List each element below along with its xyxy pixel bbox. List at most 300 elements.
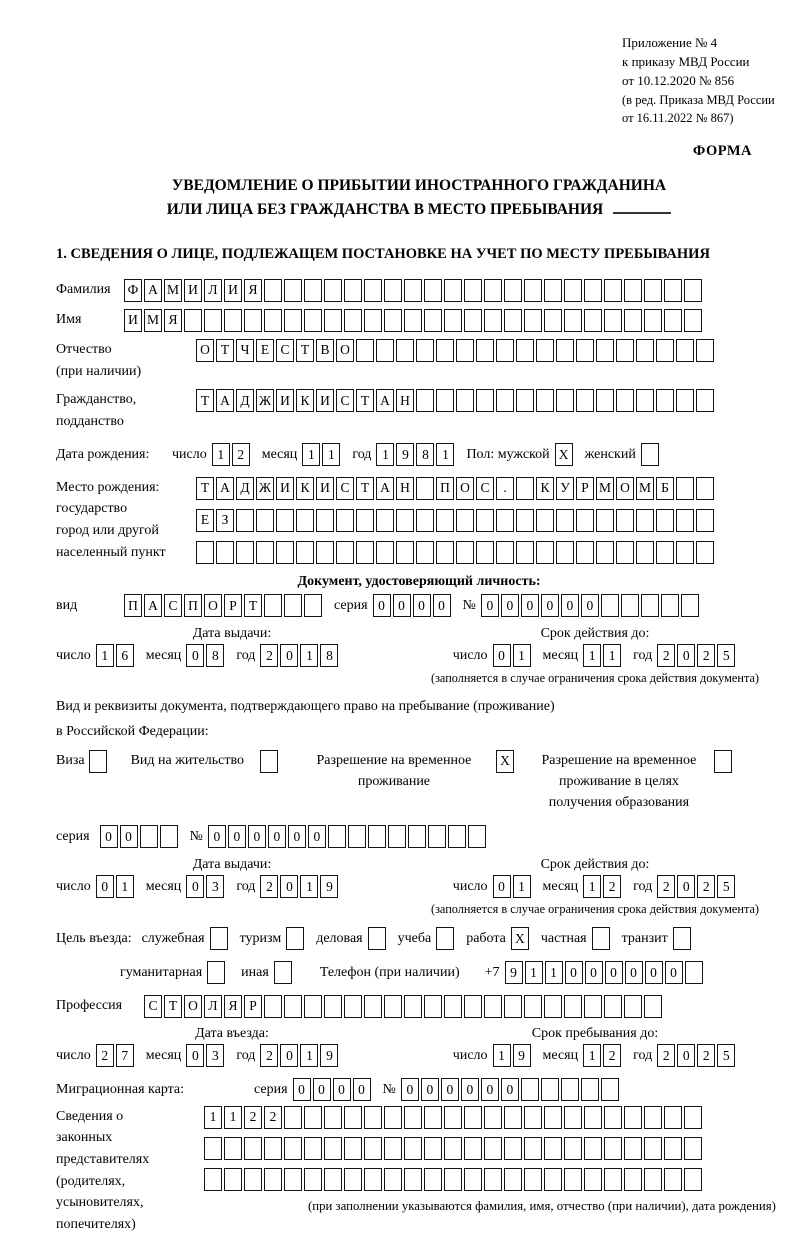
birthplace-char-box[interactable]: Е bbox=[196, 509, 214, 532]
profession-char-box[interactable] bbox=[404, 995, 422, 1018]
migration-number-box[interactable] bbox=[521, 1078, 539, 1101]
profession-char-box[interactable] bbox=[284, 995, 302, 1018]
permit-number-box[interactable]: 0 bbox=[248, 825, 266, 848]
purpose-humanitarian-box[interactable] bbox=[207, 961, 225, 984]
visa-checkbox[interactable] bbox=[89, 750, 109, 773]
doc-number-box[interactable] bbox=[641, 594, 659, 617]
citizenship-char-box[interactable]: Н bbox=[396, 389, 414, 412]
citizenship-char-box[interactable] bbox=[456, 389, 474, 412]
permit-valid-year-box[interactable]: 0 bbox=[677, 875, 695, 898]
birthplace-char-box[interactable] bbox=[216, 541, 234, 564]
representatives-char-box[interactable] bbox=[584, 1168, 602, 1191]
migration-number-box[interactable]: 0 bbox=[421, 1078, 439, 1101]
doc-number-box[interactable]: 0 bbox=[541, 594, 559, 617]
profession-char-box[interactable] bbox=[344, 995, 362, 1018]
birthplace-char-box[interactable] bbox=[456, 509, 474, 532]
birthplace-char-box[interactable] bbox=[616, 541, 634, 564]
representatives-char-box[interactable] bbox=[364, 1137, 382, 1160]
phone-digit-box[interactable]: 0 bbox=[585, 961, 603, 984]
migration-series-box[interactable]: 0 bbox=[293, 1078, 311, 1101]
representatives-char-box[interactable]: 1 bbox=[224, 1106, 242, 1129]
citizenship-char-box[interactable]: Т bbox=[356, 389, 374, 412]
patronymic-char-box[interactable] bbox=[656, 339, 674, 362]
doc-type-char-box[interactable]: П bbox=[124, 594, 142, 617]
permit-valid-day-input[interactable] bbox=[493, 875, 533, 898]
surname-char-box[interactable] bbox=[504, 279, 522, 302]
doc-series-box[interactable]: 0 bbox=[413, 594, 431, 617]
permit-issue-day-box[interactable]: 1 bbox=[116, 875, 134, 898]
doc-number-box[interactable] bbox=[661, 594, 679, 617]
issue-month-input[interactable] bbox=[186, 644, 226, 667]
profession-char-box[interactable] bbox=[504, 995, 522, 1018]
birthplace-char-box[interactable] bbox=[336, 541, 354, 564]
representatives-char-box[interactable] bbox=[384, 1106, 402, 1129]
birthplace-char-box[interactable] bbox=[356, 509, 374, 532]
stay-day-box[interactable]: 1 bbox=[493, 1044, 511, 1067]
profession-char-box[interactable]: Л bbox=[204, 995, 222, 1018]
given-name-char-box[interactable] bbox=[584, 309, 602, 332]
stay-day-box[interactable]: 9 bbox=[513, 1044, 531, 1067]
doc-type-char-box[interactable]: П bbox=[184, 594, 202, 617]
profession-char-box[interactable]: Р bbox=[244, 995, 262, 1018]
representatives-char-box[interactable] bbox=[664, 1137, 682, 1160]
representatives-char-box[interactable] bbox=[404, 1168, 422, 1191]
patronymic-char-box[interactable]: Ч bbox=[236, 339, 254, 362]
birthplace-char-box[interactable] bbox=[236, 509, 254, 532]
birthplace-char-box[interactable]: К bbox=[536, 477, 554, 500]
migration-series-box[interactable]: 0 bbox=[333, 1078, 351, 1101]
issue-year-box[interactable]: 8 bbox=[320, 644, 338, 667]
temp-permit-education-box[interactable] bbox=[714, 750, 732, 773]
birth-year-box[interactable]: 1 bbox=[376, 443, 394, 466]
purpose-official-box[interactable] bbox=[210, 927, 228, 950]
permit-series-input[interactable] bbox=[100, 825, 180, 848]
citizenship-char-box[interactable]: К bbox=[296, 389, 314, 412]
birthplace-char-box[interactable] bbox=[436, 509, 454, 532]
purpose-official-checkbox[interactable] bbox=[210, 927, 230, 950]
migration-number-box[interactable]: 0 bbox=[441, 1078, 459, 1101]
birthplace-char-box[interactable]: Т bbox=[196, 477, 214, 500]
representatives-char-box[interactable] bbox=[284, 1137, 302, 1160]
migration-number-box[interactable] bbox=[561, 1078, 579, 1101]
given-name-char-box[interactable] bbox=[644, 309, 662, 332]
patronymic-char-box[interactable]: С bbox=[276, 339, 294, 362]
birthplace-char-box[interactable]: У bbox=[556, 477, 574, 500]
representatives-char-box[interactable]: 2 bbox=[244, 1106, 262, 1129]
birthplace-char-box[interactable]: С bbox=[476, 477, 494, 500]
representatives-char-box[interactable] bbox=[364, 1168, 382, 1191]
entry-month-box[interactable]: 3 bbox=[206, 1044, 224, 1067]
purpose-study-box[interactable] bbox=[436, 927, 454, 950]
representatives-char-box[interactable] bbox=[284, 1106, 302, 1129]
surname-char-box[interactable] bbox=[264, 279, 282, 302]
doc-type-input[interactable] bbox=[124, 594, 324, 617]
given-name-char-box[interactable] bbox=[464, 309, 482, 332]
permit-number-box[interactable]: 0 bbox=[268, 825, 286, 848]
birthplace-char-box[interactable] bbox=[636, 509, 654, 532]
representatives-char-box[interactable] bbox=[644, 1106, 662, 1129]
permit-number-box[interactable] bbox=[368, 825, 386, 848]
doc-number-input[interactable] bbox=[481, 594, 701, 617]
patronymic-char-box[interactable]: Т bbox=[296, 339, 314, 362]
migration-number-box[interactable] bbox=[601, 1078, 619, 1101]
representatives-char-box[interactable] bbox=[304, 1137, 322, 1160]
representatives-row2-input[interactable] bbox=[204, 1137, 776, 1160]
permit-valid-day-box[interactable]: 1 bbox=[513, 875, 531, 898]
citizenship-char-box[interactable] bbox=[476, 389, 494, 412]
patronymic-char-box[interactable] bbox=[556, 339, 574, 362]
birthplace-char-box[interactable]: О bbox=[616, 477, 634, 500]
permit-series-box[interactable] bbox=[140, 825, 158, 848]
representatives-char-box[interactable] bbox=[244, 1137, 262, 1160]
phone-digit-box[interactable] bbox=[685, 961, 703, 984]
patronymic-char-box[interactable] bbox=[396, 339, 414, 362]
birthplace-char-box[interactable] bbox=[516, 477, 534, 500]
given-name-char-box[interactable] bbox=[484, 309, 502, 332]
valid-year-input[interactable] bbox=[657, 644, 737, 667]
birthplace-char-box[interactable]: С bbox=[336, 477, 354, 500]
citizenship-char-box[interactable]: Ж bbox=[256, 389, 274, 412]
temp-permit-box[interactable]: X bbox=[496, 750, 514, 773]
patronymic-char-box[interactable] bbox=[696, 339, 714, 362]
surname-char-box[interactable] bbox=[524, 279, 542, 302]
purpose-transit-box[interactable] bbox=[673, 927, 691, 950]
representatives-char-box[interactable] bbox=[364, 1106, 382, 1129]
representatives-char-box[interactable] bbox=[524, 1168, 542, 1191]
profession-char-box[interactable] bbox=[324, 995, 342, 1018]
given-name-char-box[interactable] bbox=[324, 309, 342, 332]
representatives-char-box[interactable] bbox=[584, 1106, 602, 1129]
doc-series-box[interactable]: 0 bbox=[373, 594, 391, 617]
birthplace-char-box[interactable] bbox=[256, 509, 274, 532]
surname-char-box[interactable]: Л bbox=[204, 279, 222, 302]
migration-series-input[interactable] bbox=[293, 1078, 373, 1101]
profession-char-box[interactable] bbox=[364, 995, 382, 1018]
purpose-work-box[interactable]: X bbox=[511, 927, 529, 950]
patronymic-char-box[interactable]: Т bbox=[216, 339, 234, 362]
stay-day-input[interactable] bbox=[493, 1044, 533, 1067]
representatives-char-box[interactable] bbox=[264, 1168, 282, 1191]
representatives-char-box[interactable] bbox=[424, 1137, 442, 1160]
given-name-char-box[interactable]: М bbox=[144, 309, 162, 332]
representatives-char-box[interactable] bbox=[544, 1137, 562, 1160]
birthplace-char-box[interactable] bbox=[536, 541, 554, 564]
patronymic-char-box[interactable] bbox=[456, 339, 474, 362]
purpose-private-checkbox[interactable] bbox=[592, 927, 612, 950]
birthplace-char-box[interactable] bbox=[376, 541, 394, 564]
representatives-char-box[interactable] bbox=[224, 1168, 242, 1191]
permit-issue-year-input[interactable] bbox=[260, 875, 340, 898]
purpose-other-box[interactable] bbox=[274, 961, 292, 984]
permit-number-input[interactable] bbox=[208, 825, 488, 848]
citizenship-char-box[interactable]: А bbox=[376, 389, 394, 412]
permit-number-box[interactable] bbox=[348, 825, 366, 848]
representatives-char-box[interactable] bbox=[564, 1168, 582, 1191]
entry-year-box[interactable]: 1 bbox=[300, 1044, 318, 1067]
sex-male-checkbox[interactable] bbox=[555, 443, 575, 466]
patronymic-char-box[interactable] bbox=[596, 339, 614, 362]
birthplace-char-box[interactable] bbox=[696, 509, 714, 532]
representatives-char-box[interactable] bbox=[344, 1168, 362, 1191]
birthplace-char-box[interactable] bbox=[656, 541, 674, 564]
issue-day-box[interactable]: 1 bbox=[96, 644, 114, 667]
permit-issue-year-box[interactable]: 2 bbox=[260, 875, 278, 898]
patronymic-input[interactable] bbox=[196, 339, 716, 362]
permit-number-box[interactable]: 0 bbox=[228, 825, 246, 848]
given-name-char-box[interactable]: Я bbox=[164, 309, 182, 332]
phone-digit-box[interactable]: 0 bbox=[605, 961, 623, 984]
birthplace-char-box[interactable] bbox=[456, 541, 474, 564]
representatives-char-box[interactable] bbox=[384, 1137, 402, 1160]
representatives-char-box[interactable] bbox=[504, 1137, 522, 1160]
birthplace-char-box[interactable]: Р bbox=[576, 477, 594, 500]
given-name-char-box[interactable] bbox=[664, 309, 682, 332]
birthplace-char-box[interactable] bbox=[636, 541, 654, 564]
representatives-char-box[interactable] bbox=[444, 1137, 462, 1160]
birthplace-char-box[interactable] bbox=[516, 541, 534, 564]
representatives-char-box[interactable] bbox=[444, 1106, 462, 1129]
doc-type-char-box[interactable]: Р bbox=[224, 594, 242, 617]
representatives-char-box[interactable] bbox=[344, 1137, 362, 1160]
citizenship-char-box[interactable] bbox=[436, 389, 454, 412]
representatives-char-box[interactable] bbox=[504, 1168, 522, 1191]
birthplace-char-box[interactable] bbox=[676, 541, 694, 564]
profession-char-box[interactable] bbox=[564, 995, 582, 1018]
birthplace-char-box[interactable]: О bbox=[456, 477, 474, 500]
permit-issue-year-box[interactable]: 9 bbox=[320, 875, 338, 898]
valid-day-box[interactable]: 0 bbox=[493, 644, 511, 667]
patronymic-char-box[interactable] bbox=[636, 339, 654, 362]
doc-number-box[interactable]: 0 bbox=[561, 594, 579, 617]
birthplace-char-box[interactable]: Ж bbox=[256, 477, 274, 500]
given-name-char-box[interactable] bbox=[544, 309, 562, 332]
citizenship-char-box[interactable]: Т bbox=[196, 389, 214, 412]
phone-digit-box[interactable]: 1 bbox=[545, 961, 563, 984]
purpose-humanitarian-checkbox[interactable] bbox=[207, 961, 227, 984]
valid-month-box[interactable]: 1 bbox=[583, 644, 601, 667]
citizenship-char-box[interactable] bbox=[596, 389, 614, 412]
issue-year-box[interactable]: 1 bbox=[300, 644, 318, 667]
citizenship-char-box[interactable]: И bbox=[316, 389, 334, 412]
representatives-char-box[interactable] bbox=[344, 1106, 362, 1129]
representatives-char-box[interactable] bbox=[684, 1106, 702, 1129]
surname-char-box[interactable] bbox=[544, 279, 562, 302]
purpose-transit-checkbox[interactable] bbox=[673, 927, 693, 950]
residence-permit-checkbox[interactable] bbox=[260, 750, 280, 773]
residence-permit-box[interactable] bbox=[260, 750, 278, 773]
representatives-char-box[interactable] bbox=[324, 1106, 342, 1129]
stay-year-box[interactable]: 0 bbox=[677, 1044, 695, 1067]
given-name-char-box[interactable] bbox=[504, 309, 522, 332]
doc-series-box[interactable]: 0 bbox=[433, 594, 451, 617]
birthplace-char-box[interactable] bbox=[356, 541, 374, 564]
birth-day-box[interactable]: 2 bbox=[232, 443, 250, 466]
profession-char-box[interactable] bbox=[624, 995, 642, 1018]
surname-char-box[interactable] bbox=[444, 279, 462, 302]
representatives-char-box[interactable] bbox=[564, 1106, 582, 1129]
permit-valid-year-box[interactable]: 5 bbox=[717, 875, 735, 898]
doc-type-char-box[interactable]: О bbox=[204, 594, 222, 617]
surname-char-box[interactable] bbox=[484, 279, 502, 302]
birthplace-char-box[interactable] bbox=[196, 541, 214, 564]
birthplace-char-box[interactable] bbox=[276, 509, 294, 532]
representatives-char-box[interactable]: 1 bbox=[204, 1106, 222, 1129]
citizenship-char-box[interactable]: С bbox=[336, 389, 354, 412]
purpose-other-checkbox[interactable] bbox=[274, 961, 294, 984]
doc-type-char-box[interactable]: С bbox=[164, 594, 182, 617]
permit-number-box[interactable]: 0 bbox=[308, 825, 326, 848]
surname-char-box[interactable] bbox=[404, 279, 422, 302]
birthplace-char-box[interactable] bbox=[696, 541, 714, 564]
permit-issue-year-box[interactable]: 0 bbox=[280, 875, 298, 898]
temp-permit-checkbox[interactable] bbox=[496, 750, 516, 773]
phone-digit-box[interactable]: 0 bbox=[565, 961, 583, 984]
issue-day-input[interactable] bbox=[96, 644, 136, 667]
migration-number-box[interactable]: 0 bbox=[401, 1078, 419, 1101]
citizenship-input[interactable] bbox=[196, 389, 716, 412]
representatives-char-box[interactable] bbox=[624, 1106, 642, 1129]
representatives-char-box[interactable] bbox=[324, 1168, 342, 1191]
stay-month-input[interactable] bbox=[583, 1044, 623, 1067]
issue-year-input[interactable] bbox=[260, 644, 340, 667]
doc-series-box[interactable]: 0 bbox=[393, 594, 411, 617]
doc-number-box[interactable] bbox=[601, 594, 619, 617]
birthplace-char-box[interactable]: М bbox=[636, 477, 654, 500]
surname-char-box[interactable] bbox=[324, 279, 342, 302]
representatives-char-box[interactable] bbox=[484, 1106, 502, 1129]
representatives-char-box[interactable] bbox=[484, 1168, 502, 1191]
temp-permit-education-checkbox[interactable] bbox=[714, 750, 734, 773]
migration-number-input[interactable] bbox=[401, 1078, 621, 1101]
surname-char-box[interactable] bbox=[664, 279, 682, 302]
doc-type-char-box[interactable]: Т bbox=[244, 594, 262, 617]
birthplace-char-box[interactable] bbox=[496, 509, 514, 532]
given-name-char-box[interactable] bbox=[624, 309, 642, 332]
permit-number-box[interactable]: 0 bbox=[288, 825, 306, 848]
representatives-char-box[interactable] bbox=[464, 1168, 482, 1191]
entry-year-box[interactable]: 0 bbox=[280, 1044, 298, 1067]
issue-day-box[interactable]: 6 bbox=[116, 644, 134, 667]
surname-char-box[interactable] bbox=[644, 279, 662, 302]
birth-month-box[interactable]: 1 bbox=[302, 443, 320, 466]
profession-char-box[interactable] bbox=[384, 995, 402, 1018]
entry-year-box[interactable]: 9 bbox=[320, 1044, 338, 1067]
permit-valid-year-input[interactable] bbox=[657, 875, 737, 898]
surname-char-box[interactable]: Я bbox=[244, 279, 262, 302]
birthplace-char-box[interactable] bbox=[556, 509, 574, 532]
surname-char-box[interactable] bbox=[364, 279, 382, 302]
birthplace-char-box[interactable] bbox=[576, 541, 594, 564]
profession-char-box[interactable] bbox=[464, 995, 482, 1018]
birthplace-char-box[interactable] bbox=[396, 541, 414, 564]
representatives-char-box[interactable] bbox=[424, 1168, 442, 1191]
surname-char-box[interactable] bbox=[584, 279, 602, 302]
profession-char-box[interactable] bbox=[484, 995, 502, 1018]
birthplace-char-box[interactable]: З bbox=[216, 509, 234, 532]
birth-day-box[interactable]: 1 bbox=[212, 443, 230, 466]
stay-month-box[interactable]: 2 bbox=[603, 1044, 621, 1067]
birthplace-char-box[interactable] bbox=[376, 509, 394, 532]
permit-issue-month-input[interactable] bbox=[186, 875, 226, 898]
given-name-char-box[interactable] bbox=[284, 309, 302, 332]
birth-year-box[interactable]: 9 bbox=[396, 443, 414, 466]
representatives-char-box[interactable] bbox=[284, 1168, 302, 1191]
permit-valid-month-input[interactable] bbox=[583, 875, 623, 898]
phone-digit-box[interactable]: 0 bbox=[645, 961, 663, 984]
surname-char-box[interactable] bbox=[304, 279, 322, 302]
given-name-char-box[interactable] bbox=[384, 309, 402, 332]
migration-number-box[interactable] bbox=[581, 1078, 599, 1101]
representatives-char-box[interactable] bbox=[444, 1168, 462, 1191]
birthplace-char-box[interactable]: . bbox=[496, 477, 514, 500]
permit-valid-year-box[interactable]: 2 bbox=[697, 875, 715, 898]
doc-number-box[interactable]: 0 bbox=[501, 594, 519, 617]
patronymic-char-box[interactable]: О bbox=[336, 339, 354, 362]
representatives-row3-input[interactable] bbox=[204, 1168, 776, 1191]
representatives-char-box[interactable] bbox=[324, 1137, 342, 1160]
birthplace-char-box[interactable] bbox=[296, 509, 314, 532]
doc-number-box[interactable] bbox=[681, 594, 699, 617]
issue-year-box[interactable]: 0 bbox=[280, 644, 298, 667]
given-name-char-box[interactable] bbox=[564, 309, 582, 332]
surname-char-box[interactable] bbox=[684, 279, 702, 302]
given-name-char-box[interactable] bbox=[204, 309, 222, 332]
birthplace-char-box[interactable]: А bbox=[216, 477, 234, 500]
patronymic-char-box[interactable] bbox=[356, 339, 374, 362]
birthplace-char-box[interactable] bbox=[676, 509, 694, 532]
phone-digit-box[interactable]: 1 bbox=[525, 961, 543, 984]
patronymic-char-box[interactable] bbox=[616, 339, 634, 362]
citizenship-char-box[interactable]: Д bbox=[236, 389, 254, 412]
citizenship-char-box[interactable] bbox=[636, 389, 654, 412]
stay-year-box[interactable]: 5 bbox=[717, 1044, 735, 1067]
surname-char-box[interactable] bbox=[604, 279, 622, 302]
permit-number-box[interactable] bbox=[328, 825, 346, 848]
permit-number-box[interactable] bbox=[428, 825, 446, 848]
representatives-char-box[interactable] bbox=[204, 1137, 222, 1160]
profession-char-box[interactable] bbox=[604, 995, 622, 1018]
purpose-tourism-checkbox[interactable] bbox=[286, 927, 306, 950]
permit-number-box[interactable]: 0 bbox=[208, 825, 226, 848]
patronymic-char-box[interactable] bbox=[376, 339, 394, 362]
citizenship-char-box[interactable] bbox=[516, 389, 534, 412]
birthplace-char-box[interactable] bbox=[536, 509, 554, 532]
representatives-char-box[interactable] bbox=[504, 1106, 522, 1129]
given-name-char-box[interactable] bbox=[244, 309, 262, 332]
valid-year-box[interactable]: 2 bbox=[697, 644, 715, 667]
birthplace-char-box[interactable] bbox=[556, 541, 574, 564]
profession-char-box[interactable]: Я bbox=[224, 995, 242, 1018]
representatives-char-box[interactable] bbox=[464, 1106, 482, 1129]
given-name-char-box[interactable] bbox=[184, 309, 202, 332]
purpose-business-checkbox[interactable] bbox=[368, 927, 388, 950]
birthplace-char-box[interactable] bbox=[316, 541, 334, 564]
migration-number-box[interactable]: 0 bbox=[481, 1078, 499, 1101]
representatives-char-box[interactable] bbox=[604, 1106, 622, 1129]
birthplace-char-box[interactable]: Н bbox=[396, 477, 414, 500]
profession-char-box[interactable]: С bbox=[144, 995, 162, 1018]
profession-char-box[interactable] bbox=[644, 995, 662, 1018]
birthplace-char-box[interactable] bbox=[416, 541, 434, 564]
birthplace-char-box[interactable]: Б bbox=[656, 477, 674, 500]
birthplace-char-box[interactable] bbox=[396, 509, 414, 532]
surname-char-box[interactable] bbox=[564, 279, 582, 302]
birthplace-char-box[interactable] bbox=[316, 509, 334, 532]
given-name-input[interactable] bbox=[124, 309, 704, 332]
birth-month-box[interactable]: 1 bbox=[322, 443, 340, 466]
entry-year-box[interactable]: 2 bbox=[260, 1044, 278, 1067]
birth-year-box[interactable]: 8 bbox=[416, 443, 434, 466]
